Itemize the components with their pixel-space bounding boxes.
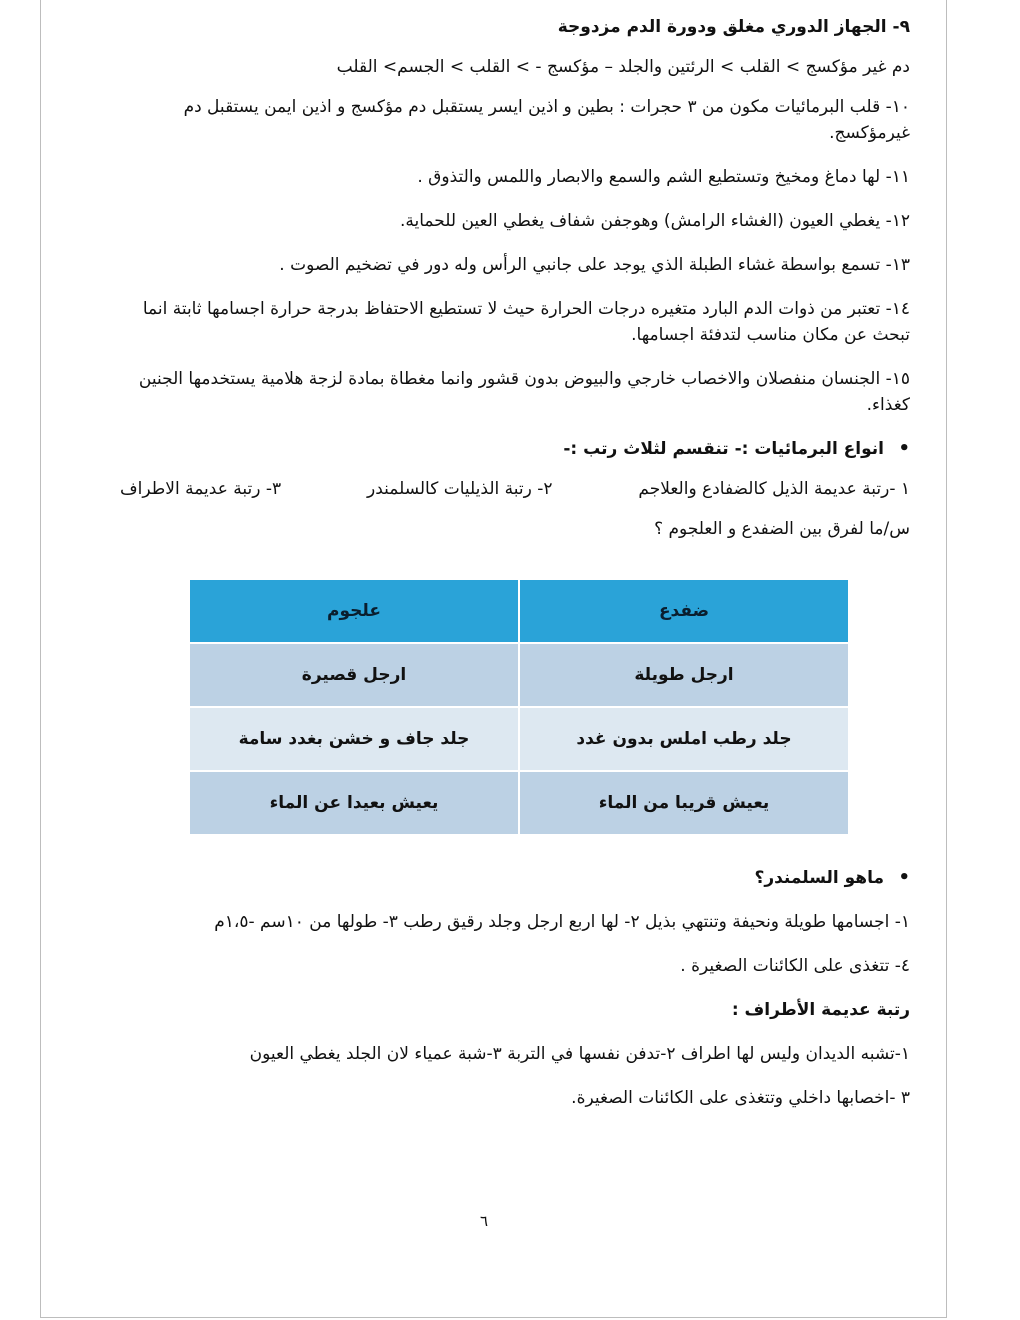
salamander-diet: ٤- تتغذى على الكائنات الصغيرة .	[680, 956, 910, 976]
point-12: ١٢- يغطي العيون (الغشاء الرامش) وهوجفن شفاف يغطي العين للحماية.	[400, 211, 910, 231]
header-toad: علجوم	[189, 580, 519, 643]
frog-toad-table	[188, 580, 850, 834]
table-row	[189, 707, 849, 771]
point-13: ١٣- تسمع بواسطة غشاء الطبلة الذي يوجد على جانبي الرأس وله دور في تضخيم الصوت .	[279, 255, 910, 275]
legless-traits: ١-تشبه الديدان وليس لها اطراف ٢-تدفن نفسها في التربة ٣-شبة عمياء لان الجلد يغطي العيون	[249, 1044, 910, 1064]
table-cell: جلد جاف و خشن بغدد سامة	[189, 707, 519, 771]
table-cell: ارجل طويلة	[519, 643, 849, 707]
table-cell: يعيش قريبا من الماء	[519, 771, 849, 834]
point-14: ١٤- تعتبر من ذوات الدم البارد متغيره درجات الحرارة حيث لا تستطيع الاحتفاظ بدرجة حرارة اجسامها ثابتة انما تبحث عن مكان مناسب لتدفئة اجسامها.	[142, 299, 910, 345]
point-15: ١٥- الجنسان منفصلان والاخصاب خارجي والبيوض بدون قشور وانما مغطاة بمادة لزجة هلامية يستخدمها الجنين كغذاء.	[138, 369, 910, 415]
table-row	[189, 643, 849, 707]
order-anura: ١ -رتبة عديمة الذيل كالضفادع والعلاجم	[638, 479, 910, 499]
table-cell: ارجل قصيرة	[189, 643, 519, 707]
comparison-question: س/ما لفرق بين الضفدع و العلجوم ؟	[654, 519, 910, 539]
order-apoda: ٣- رتبة عديمة الاطراف	[120, 479, 282, 499]
amphibian-orders	[100, 476, 910, 502]
table-cell: جلد رطب املس بدون غدد	[519, 707, 849, 771]
point-10: ١٠- قلب البرمائيات مكون من ٣ حجرات : بطين و اذين ايسر يستقبل دم مؤكسج و اذين ايمن يستقبل دم غيرمؤكسج.	[183, 97, 910, 143]
salamander-heading: • ماهو السلمندر؟	[100, 865, 910, 891]
table-header-row	[189, 580, 849, 643]
point-11: ١١- لها دماغ ومخيخ وتستطيع الشم والسمع والابصار واللمس والتذوق .	[417, 167, 910, 187]
amphibian-types-heading: • انواع البرمائيات :- تنقسم لثلاث رتب :-	[100, 436, 910, 462]
order-caudata: ٢- رتبة الذيليات كالسلمندر	[366, 479, 553, 499]
header-frog: ضفدع	[519, 580, 849, 643]
legless-fertilization: ٣ -اخصابها داخلي وتتغذى على الكائنات الصغيرة.	[571, 1088, 910, 1108]
lower-section	[100, 865, 910, 1111]
legless-heading: رتبة عديمة الأطراف :	[731, 1000, 910, 1020]
circulation-path: دم غير مؤكسج > القلب > الرئتين والجلد – مؤكسج - > القلب > الجسم> القلب	[336, 57, 910, 77]
point-9: ٩- الجهاز الدوري مغلق ودورة الدم مزدوجة	[557, 17, 910, 37]
table-row	[189, 771, 849, 834]
document-body	[100, 14, 910, 542]
page-number: ٦	[480, 1212, 489, 1230]
table-cell: يعيش بعيدا عن الماء	[189, 771, 519, 834]
salamander-traits: ١- اجسامها طويلة ونحيفة وتنتهي بذيل ٢- لها اربع ارجل وجلد رقيق رطب ٣- طولها من ١٠سم -١،٥م	[214, 912, 910, 932]
